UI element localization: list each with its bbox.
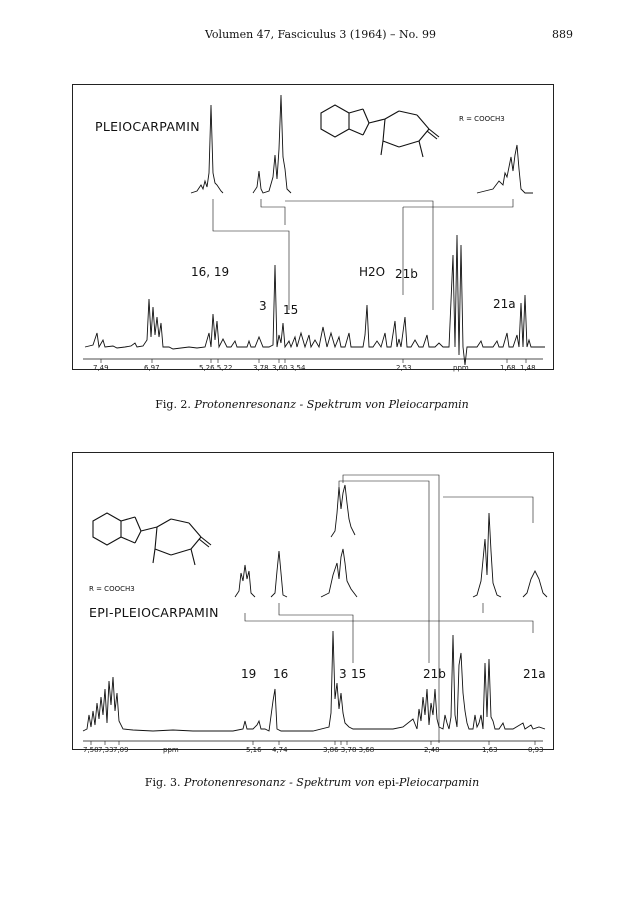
journal-reference: Volumen 47, Fasciculus 3 (1964) – No. 99	[205, 28, 437, 41]
fig3-caption	[0, 776, 624, 789]
figure-2-panel	[72, 84, 554, 370]
fig2-peak-label-15: 15	[283, 303, 299, 317]
fig3-peak-label-21b: 21b	[423, 667, 446, 681]
fig2-tick-2: 5,26 5,22	[199, 364, 233, 372]
fig2-tick-1: 6,97	[144, 364, 160, 372]
fig3-connector-lines	[245, 475, 533, 743]
fig3-tick-0: 7,58	[83, 746, 99, 754]
fig3-tick-5: 4,74	[272, 746, 288, 754]
fig3-caption-text-2: epi-	[378, 776, 399, 789]
fig3-peak-label-3: 3	[339, 667, 347, 681]
fig3-inset-6	[523, 571, 547, 597]
fig3-peak-label-15: 15	[351, 667, 367, 681]
fig3-inset-3	[331, 485, 355, 537]
fig2-peak-label-21a: 21a	[493, 297, 516, 311]
fig2-main-trace	[85, 235, 545, 365]
fig3-tick-2: 7,09	[113, 746, 129, 754]
fig2-peak-label-h2o: H2O	[359, 265, 386, 279]
fig3-peak-label-16: 16	[273, 667, 289, 681]
fig2-tick-5: 2,53	[396, 364, 412, 372]
fig3-inset-2	[271, 551, 287, 597]
fig2-inset-3	[477, 145, 533, 193]
fig2-peak-label-16-19: 16, 19	[191, 265, 230, 279]
fig2-tick-4: 3,60 3,54	[272, 364, 306, 372]
fig3-tick-8: 1,63	[482, 746, 498, 754]
fig3-caption-text-1: Protonenresonanz - Spektrum von	[184, 776, 379, 789]
fig2-caption-prefix: Fig. 2.	[155, 398, 191, 411]
fig2-caption-text: Protonenresonanz - Spektrum von Pleiocarpamin	[194, 398, 469, 411]
fig3-spectrum-title: EPI-PLEIOCARPAMIN	[89, 605, 219, 620]
fig2-caption	[0, 398, 624, 411]
fig3-tick-1: 7,33	[98, 746, 114, 754]
fig2-r-definition: R = COOCH3	[459, 115, 505, 123]
fig2-peak-label-21b: 21b	[395, 267, 418, 281]
fig3-tick-6: 3,86 3,78 3,68	[323, 746, 375, 754]
fig2-inset-2	[253, 95, 291, 193]
fig3-tick-7: 2,48	[424, 746, 440, 754]
fig3-caption-prefix: Fig. 3.	[144, 776, 181, 789]
fig2-spectrum-title: PLEIOCARPAMIN	[95, 119, 200, 134]
fig3-main-trace	[83, 631, 545, 731]
fig3-peak-label-21a: 21a	[523, 667, 546, 681]
fig2-peak-label-3: 3	[259, 299, 267, 313]
fig2-tick-3: 3,78	[253, 364, 269, 372]
fig3-inset-1	[235, 565, 255, 597]
fig2-molecule-structure	[321, 105, 439, 157]
fig3-tick-ppm: ppm	[163, 746, 179, 754]
fig2-axis-ticks	[101, 359, 526, 363]
fig3-caption-text-3: Pleiocarpamin	[398, 776, 480, 789]
fig3-tick-4: 5,16	[246, 746, 262, 754]
fig2-tick-7: 1,68	[500, 364, 516, 372]
page-number: 889	[552, 28, 573, 41]
fig3-molecule-structure	[93, 513, 211, 565]
figure-3-panel	[72, 452, 554, 754]
fig2-tick-ppm: ppm	[453, 364, 469, 372]
fig3-peak-label-19: 19	[241, 667, 257, 681]
fig3-tick-9: 0,93	[528, 746, 544, 754]
fig2-tick-8: 1,48	[520, 364, 536, 372]
fig2-tick-0: 7,49	[93, 364, 109, 372]
fig3-inset-5	[473, 513, 501, 597]
fig2-connector-lines	[213, 199, 513, 310]
figure-3-spectrum-drawing	[73, 453, 553, 749]
fig3-r-definition: R = COOCH3	[89, 585, 135, 593]
fig3-inset-4	[321, 549, 357, 597]
fig3-axis-ticks	[91, 741, 535, 745]
